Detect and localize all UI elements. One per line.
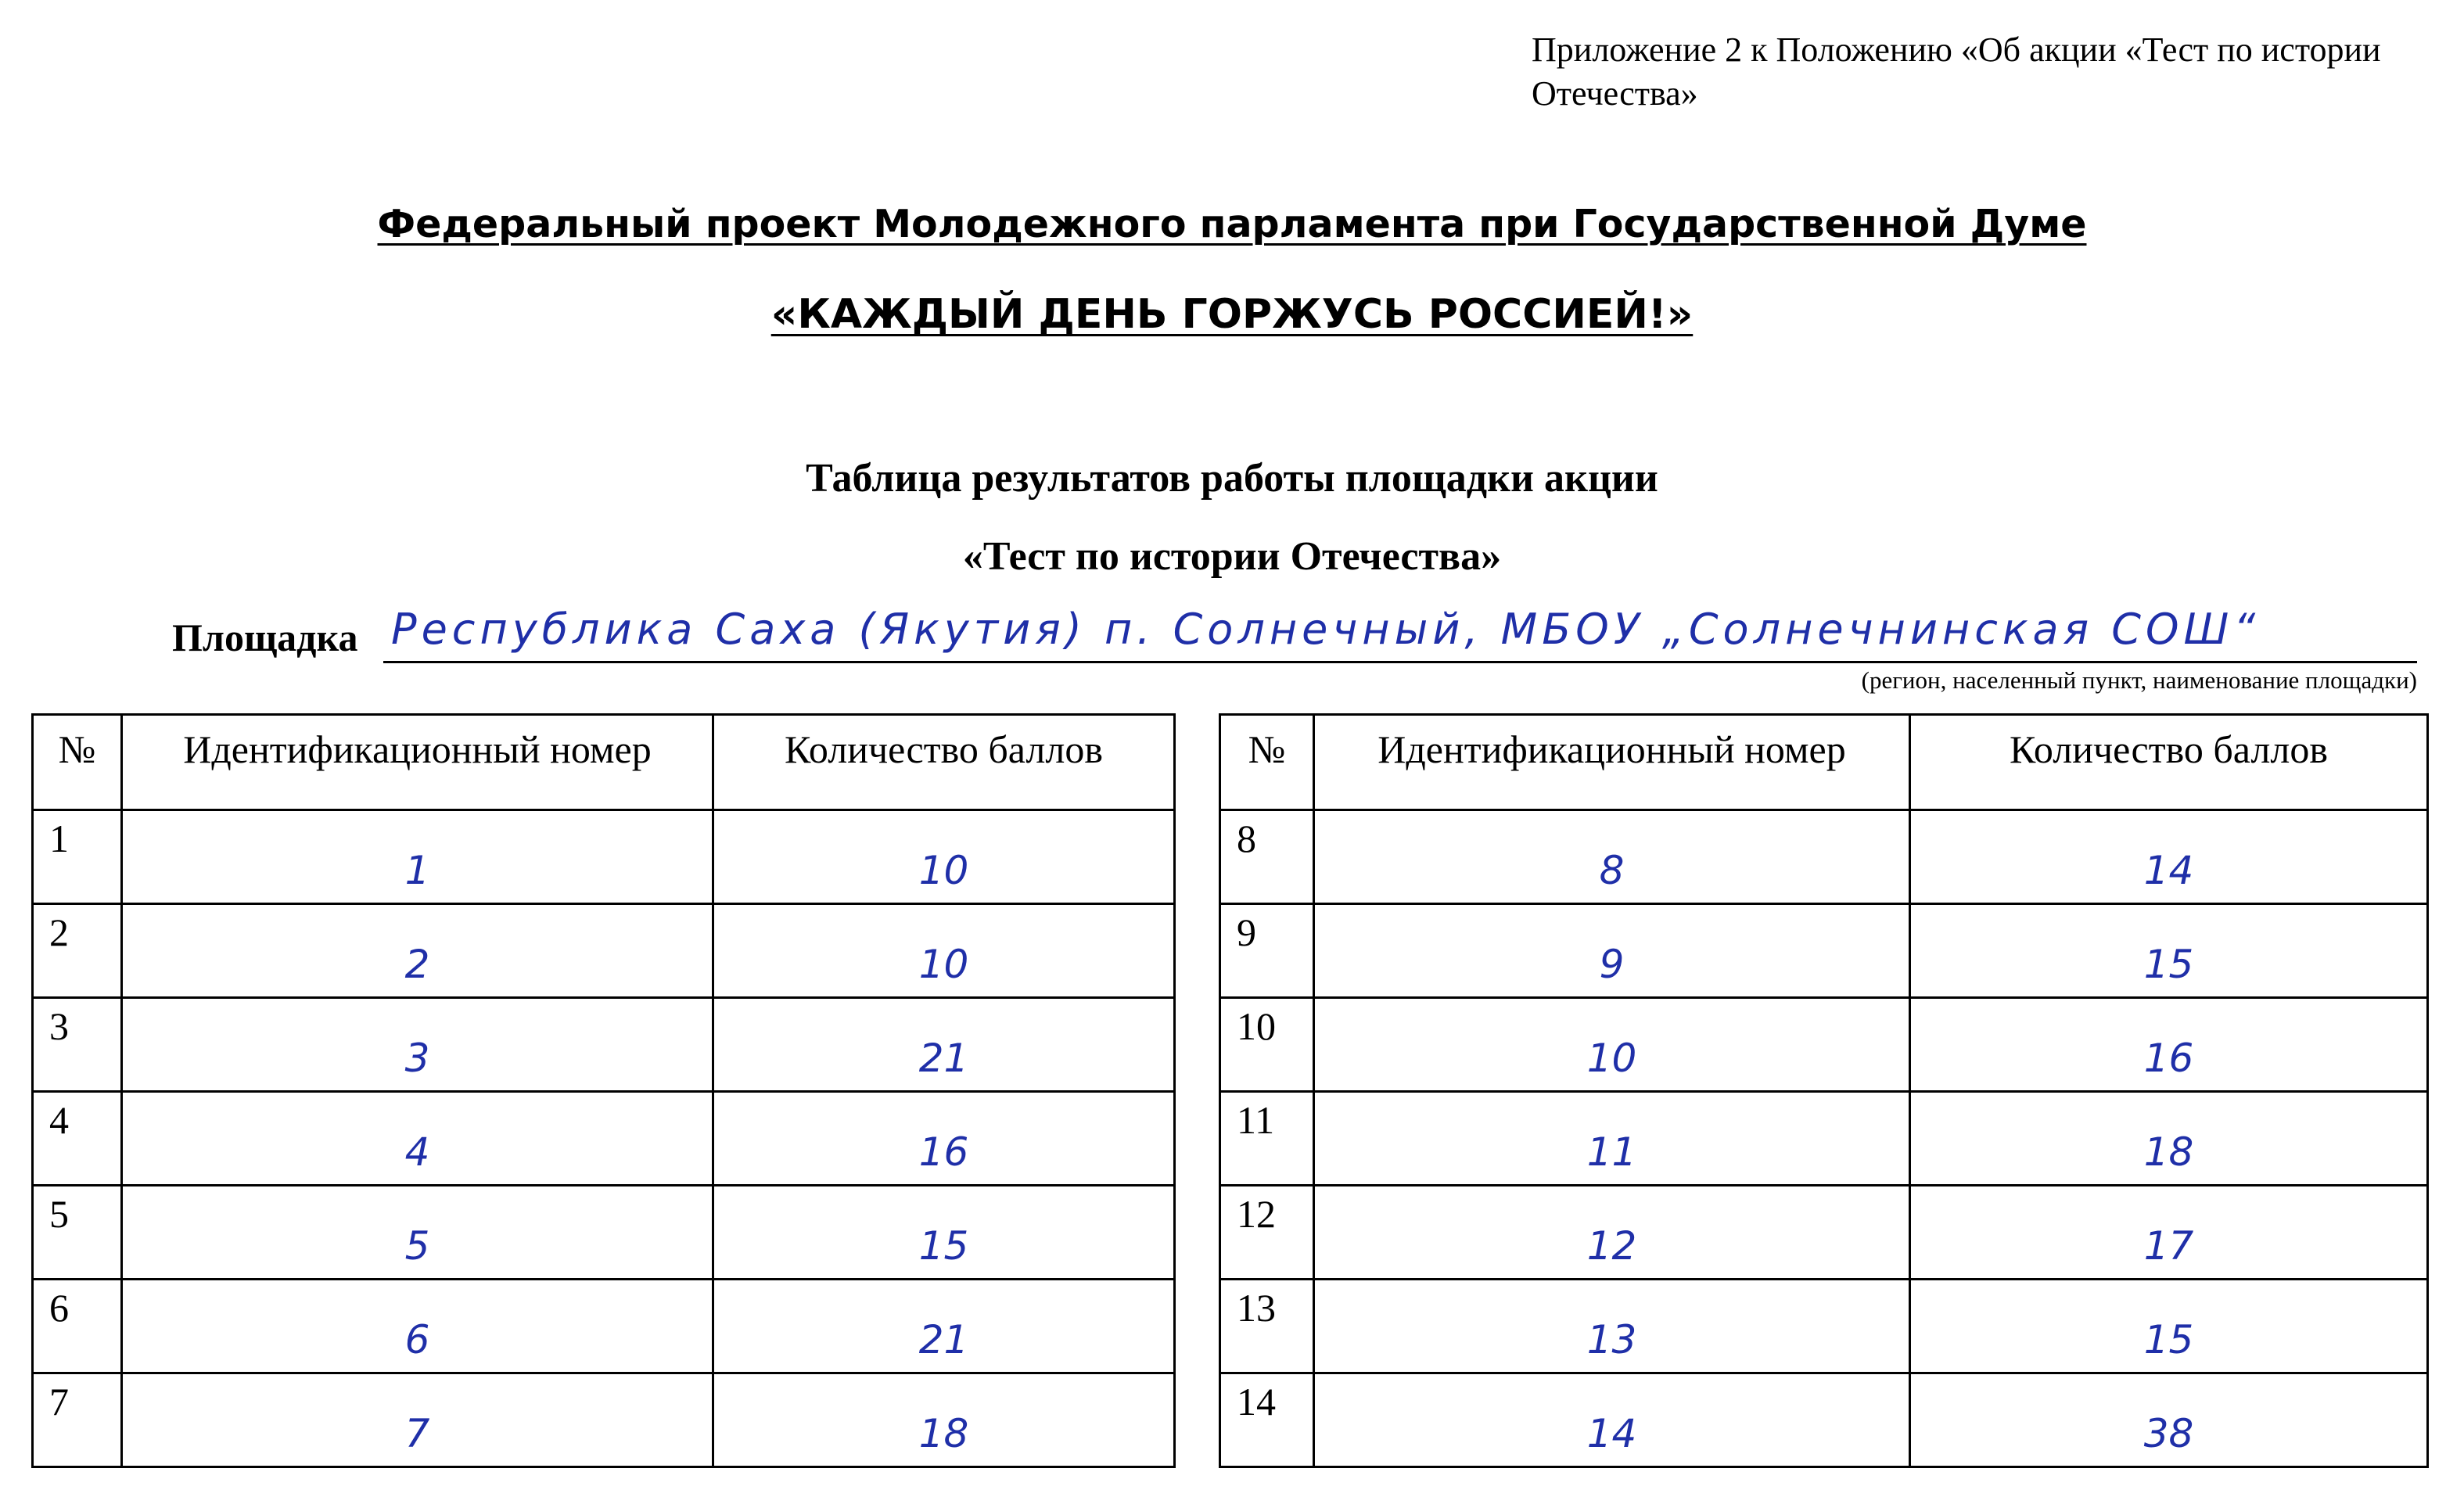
id-number-cell: 13 — [1314, 1280, 1910, 1373]
row-number: 11 — [1220, 1092, 1314, 1186]
row-number: 6 — [33, 1280, 122, 1373]
row-number: 12 — [1220, 1186, 1314, 1280]
row-number: 1 — [33, 810, 122, 904]
table-row — [1220, 904, 2428, 998]
row-number: 14 — [1220, 1373, 1314, 1467]
table-row — [1220, 1280, 2428, 1373]
id-number-cell: 14 — [1314, 1373, 1910, 1467]
table-title-line2: «Тест по истории Отечества» — [962, 534, 1502, 579]
column-header-id: Идентификационный номер — [122, 715, 713, 810]
score-cell: 15 — [1910, 904, 2428, 998]
venue-hint: (регион, населенный пункт, наименование площадки) — [1861, 666, 2417, 694]
row-number: 3 — [33, 998, 122, 1092]
table-row — [33, 810, 1175, 904]
venue-value: Республика Саха (Якутия) п. Солнечный, МБОУ „Солнечнинская СОШ“ — [391, 605, 2261, 654]
column-header-id: Идентификационный номер — [1314, 715, 1910, 810]
row-number: 2 — [33, 904, 122, 998]
score-cell: 18 — [1910, 1092, 2428, 1186]
venue-underline — [383, 661, 2417, 663]
table-row — [33, 1280, 1175, 1373]
score-cell: 16 — [713, 1092, 1175, 1186]
results-table-right — [1219, 713, 2429, 1468]
table-row — [1220, 810, 2428, 904]
row-number: 5 — [33, 1186, 122, 1280]
score-cell: 15 — [1910, 1280, 2428, 1373]
score-cell: 21 — [713, 1280, 1175, 1373]
score-cell: 38 — [1910, 1373, 2428, 1467]
score-cell: 15 — [713, 1186, 1175, 1280]
score-cell: 14 — [1910, 810, 2428, 904]
row-number: 7 — [33, 1373, 122, 1467]
project-title-text: Федеральный проект Молодежного парламента при Государственной Думе — [377, 202, 2087, 246]
table-row — [1220, 1373, 2428, 1467]
venue-label: Площадка — [172, 616, 358, 659]
row-number: 8 — [1220, 810, 1314, 904]
column-header-num: № — [33, 715, 122, 810]
id-number-cell: 1 — [122, 810, 713, 904]
id-number-cell: 8 — [1314, 810, 1910, 904]
score-cell: 21 — [713, 998, 1175, 1092]
slogan-text: «КАЖДЫЙ ДЕНЬ ГОРЖУСЬ РОССИЕЙ!» — [770, 291, 1694, 338]
venue-row — [172, 601, 2417, 694]
column-header-score: Количество баллов — [1910, 715, 2428, 810]
table-title-line1: Таблица результатов работы площадки акции — [806, 456, 1658, 501]
row-number: 10 — [1220, 998, 1314, 1092]
row-number: 9 — [1220, 904, 1314, 998]
score-cell: 10 — [713, 810, 1175, 904]
slogan — [0, 291, 2464, 338]
row-number: 13 — [1220, 1280, 1314, 1373]
id-number-cell: 6 — [122, 1280, 713, 1373]
table-row — [33, 1092, 1175, 1186]
id-number-cell: 10 — [1314, 998, 1910, 1092]
table-row — [33, 1186, 1175, 1280]
score-cell: 17 — [1910, 1186, 2428, 1280]
table-header-row — [33, 715, 1175, 810]
score-cell: 10 — [713, 904, 1175, 998]
results-table-left — [31, 713, 1176, 1468]
table-row — [1220, 998, 2428, 1092]
id-number-cell: 2 — [122, 904, 713, 998]
id-number-cell: 4 — [122, 1092, 713, 1186]
id-number-cell: 9 — [1314, 904, 1910, 998]
id-number-cell: 11 — [1314, 1092, 1910, 1186]
score-cell: 18 — [713, 1373, 1175, 1467]
id-number-cell: 12 — [1314, 1186, 1910, 1280]
score-cell: 16 — [1910, 998, 2428, 1092]
table-header-row — [1220, 715, 2428, 810]
table-row — [33, 904, 1175, 998]
table-row — [1220, 1092, 2428, 1186]
row-number: 4 — [33, 1092, 122, 1186]
appendix-note: Приложение 2 к Положению «Об акции «Тест по истории Отечества» — [1532, 31, 2381, 113]
id-number-cell: 5 — [122, 1186, 713, 1280]
column-header-score: Количество баллов — [713, 715, 1175, 810]
table-row — [1220, 1186, 2428, 1280]
table-row — [33, 1373, 1175, 1467]
project-title — [0, 202, 2464, 246]
table-row — [33, 998, 1175, 1092]
id-number-cell: 7 — [122, 1373, 713, 1467]
column-header-num: № — [1220, 715, 1314, 810]
id-number-cell: 3 — [122, 998, 713, 1092]
